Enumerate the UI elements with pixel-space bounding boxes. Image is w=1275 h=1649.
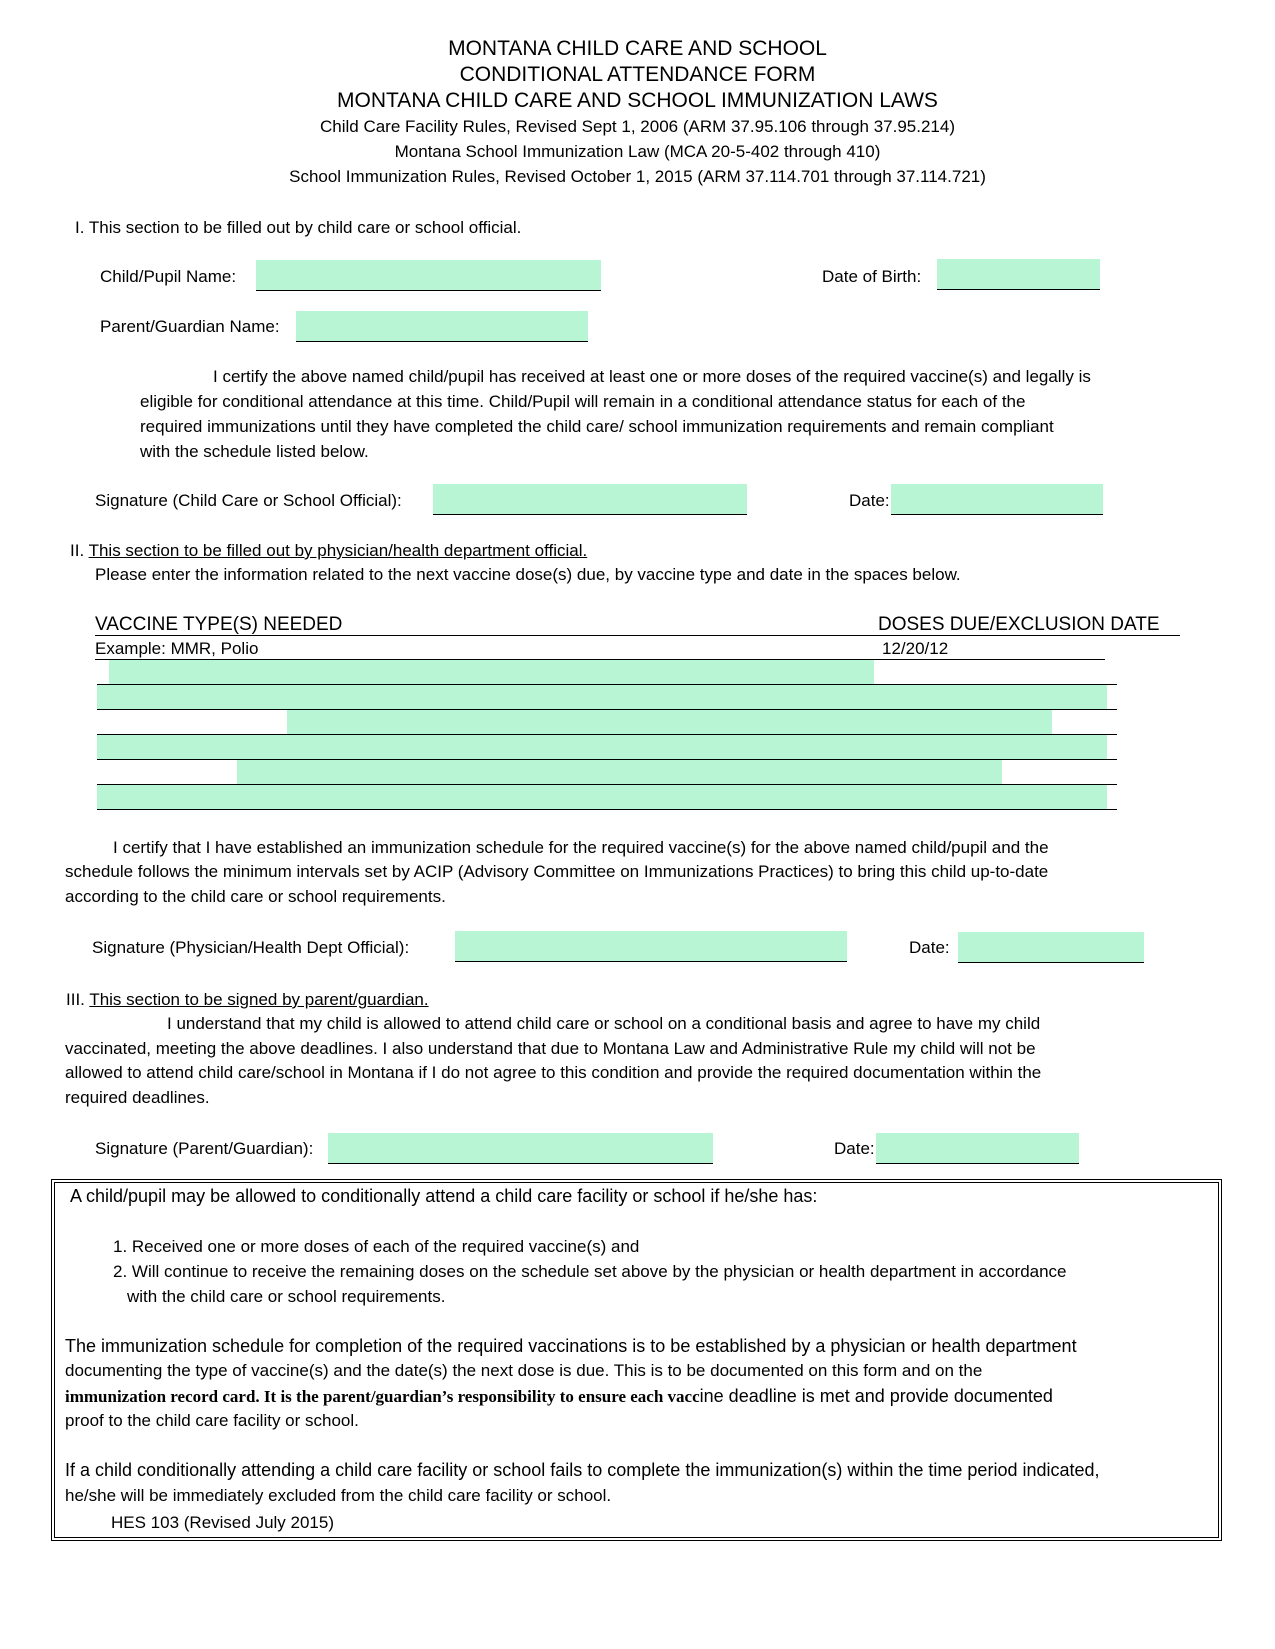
physician-date-field[interactable] (958, 932, 1144, 963)
example-date: 12/20/12 (882, 639, 949, 658)
vaccine-row (97, 735, 1117, 760)
certify1-line1: I certify the above named child/pupil has received at least one or more doses of the required vaccine(s) and legally is (213, 367, 1091, 386)
box-item2-line2: with the child care or school requirements. (127, 1287, 446, 1306)
box-para2-line1: If a child conditionally attending a child care facility or school fails to complete the immunization(s) within the time period indicated, (65, 1460, 1100, 1480)
vaccine-row (97, 685, 1117, 710)
official-signature-field[interactable] (433, 484, 747, 515)
child-name-label: Child/Pupil Name: (100, 267, 237, 286)
child-name-field[interactable] (256, 260, 601, 291)
box-para1-line3 (65, 1386, 1053, 1407)
vaccine-row-field[interactable] (237, 760, 1002, 784)
dob-label: Date of Birth: (822, 267, 922, 286)
box-para1-line1: The immunization schedule for completion of the required vaccinations is to be established by a physician or health department (65, 1336, 1077, 1356)
form-title-line2: CONDITIONAL ATTENDANCE FORM (459, 63, 816, 86)
physician-signature-label: Signature (Physician/Health Dept Official): (92, 938, 410, 957)
doses-column-header: DOSES DUE/EXCLUSION DATE (878, 614, 1160, 635)
responsibility-statement-end: ine deadline is met and provide documented (699, 1386, 1053, 1406)
example-vaccine: Example: MMR, Polio (95, 639, 259, 658)
box-para1-line4: proof to the child care facility or school. (65, 1411, 359, 1430)
dob-field[interactable] (937, 259, 1100, 290)
form-title-line1: MONTANA CHILD CARE AND SCHOOL (448, 37, 827, 60)
official-date-field[interactable] (891, 484, 1103, 515)
section1-heading (75, 218, 521, 238)
parent-signature-label: Signature (Parent/Guardian): (95, 1139, 314, 1158)
section2-instructions: Please enter the information related to the next vaccine dose(s) due, by vaccine type and date in the spaces below. (95, 565, 961, 584)
vaccine-row-field[interactable] (97, 735, 1107, 759)
parent-text-line3: allowed to attend child care/school in Montana if I do not agree to this condition and provide the required documentation within the (65, 1063, 1042, 1082)
physician-signature-field[interactable] (455, 931, 847, 962)
box-item1: 1. Received one or more doses of each of the required vaccine(s) and (113, 1237, 640, 1256)
box-para1-line2: documenting the type of vaccine(s) and the date(s) the next dose is due. This is to be documented on this form and on the (65, 1361, 983, 1380)
vaccine-row (97, 660, 1117, 685)
box-intro: A child/pupil may be allowed to conditionally attend a child care facility or school if he/she has: (70, 1186, 818, 1206)
vaccine-row (97, 710, 1117, 735)
parent-signature-field[interactable] (328, 1133, 713, 1164)
box-item2-line1: 2. Will continue to receive the remaining doses on the schedule set above by the physician or health department in accordance (113, 1262, 1067, 1281)
vaccine-row-field[interactable] (97, 685, 1107, 709)
certify1-line4: with the schedule listed below. (140, 442, 369, 461)
certify2-line2: schedule follows the minimum intervals set by ACIP (Advisory Committee on Immunizations Practices) to bring this child up-to-date (65, 862, 1049, 881)
vaccine-row (97, 760, 1117, 785)
vaccine-column-header: VACCINE TYPE(S) NEEDED (95, 614, 343, 635)
parent-text-line2: vaccinated, meeting the above deadlines. I also understand that due to Montana Law and Administrative Rule my child will not be (65, 1039, 1036, 1058)
official-date-label: Date: (849, 491, 890, 510)
certify2-line3: according to the child care or school requirements. (65, 887, 446, 906)
form-title-line3: MONTANA CHILD CARE AND SCHOOL IMMUNIZATION LAWS (337, 89, 938, 112)
section3-heading-text: This section to be signed by parent/guardian. (89, 990, 429, 1009)
parent-date-field[interactable] (876, 1133, 1079, 1164)
physician-date-label: Date: (909, 938, 950, 957)
subtitle-line3: School Immunization Rules, Revised October 1, 2015 (ARM 37.114.701 through 37.114.721) (289, 167, 986, 186)
section1-heading-text: . This section to be filled out by child care or school official. (79, 218, 522, 237)
section2-heading: II. This section to be filled out by physician/health department official. (70, 541, 588, 560)
vaccine-row-field[interactable] (109, 660, 874, 684)
vaccine-row-field[interactable] (287, 710, 1052, 734)
form-number: HES 103 (Revised July 2015) (111, 1513, 335, 1532)
vaccine-row (97, 785, 1117, 810)
parent-date-label: Date: (834, 1139, 875, 1158)
subtitle-line2: Montana School Immunization Law (MCA 20-5-402 through 410) (394, 142, 881, 161)
section1-numeral: I (75, 218, 80, 237)
responsibility-statement: immunization record card. It is the parent/guardian’s responsibility to ensure each vacc (65, 1387, 700, 1406)
certify1-line3: required immunizations until they have completed the child care/ school immunization requirements and remain compliant (140, 417, 1054, 436)
box-para2-line2: he/she will be immediately excluded from the child care facility or school. (65, 1486, 612, 1505)
official-signature-label: Signature (Child Care or School Official): (95, 491, 402, 510)
vaccine-row-field[interactable] (97, 785, 1107, 809)
certify2-line1: I certify that I have established an immunization schedule for the required vaccine(s) for the above named child/pupil and the (113, 838, 1049, 857)
section2-numeral: II (70, 541, 80, 560)
parent-name-field[interactable] (296, 311, 588, 342)
parent-name-label: Parent/Guardian Name: (100, 317, 280, 336)
section3-numeral: III (66, 990, 81, 1009)
parent-text-line1: I understand that my child is allowed to attend child care or school on a conditional basis and agree to have my child (167, 1014, 1041, 1033)
parent-text-line4: required deadlines. (65, 1088, 210, 1107)
section3-heading: III. This section to be signed by parent/guardian. (66, 990, 429, 1009)
certify1-line2: eligible for conditional attendance at this time. Child/Pupil will remain in a conditional attendance status for each of the (140, 392, 1026, 411)
section2-heading-text: This section to be filled out by physician/health department official. (88, 541, 588, 560)
subtitle-line1: Child Care Facility Rules, Revised Sept 1, 2006 (ARM 37.95.106 through 37.95.214) (319, 117, 956, 136)
